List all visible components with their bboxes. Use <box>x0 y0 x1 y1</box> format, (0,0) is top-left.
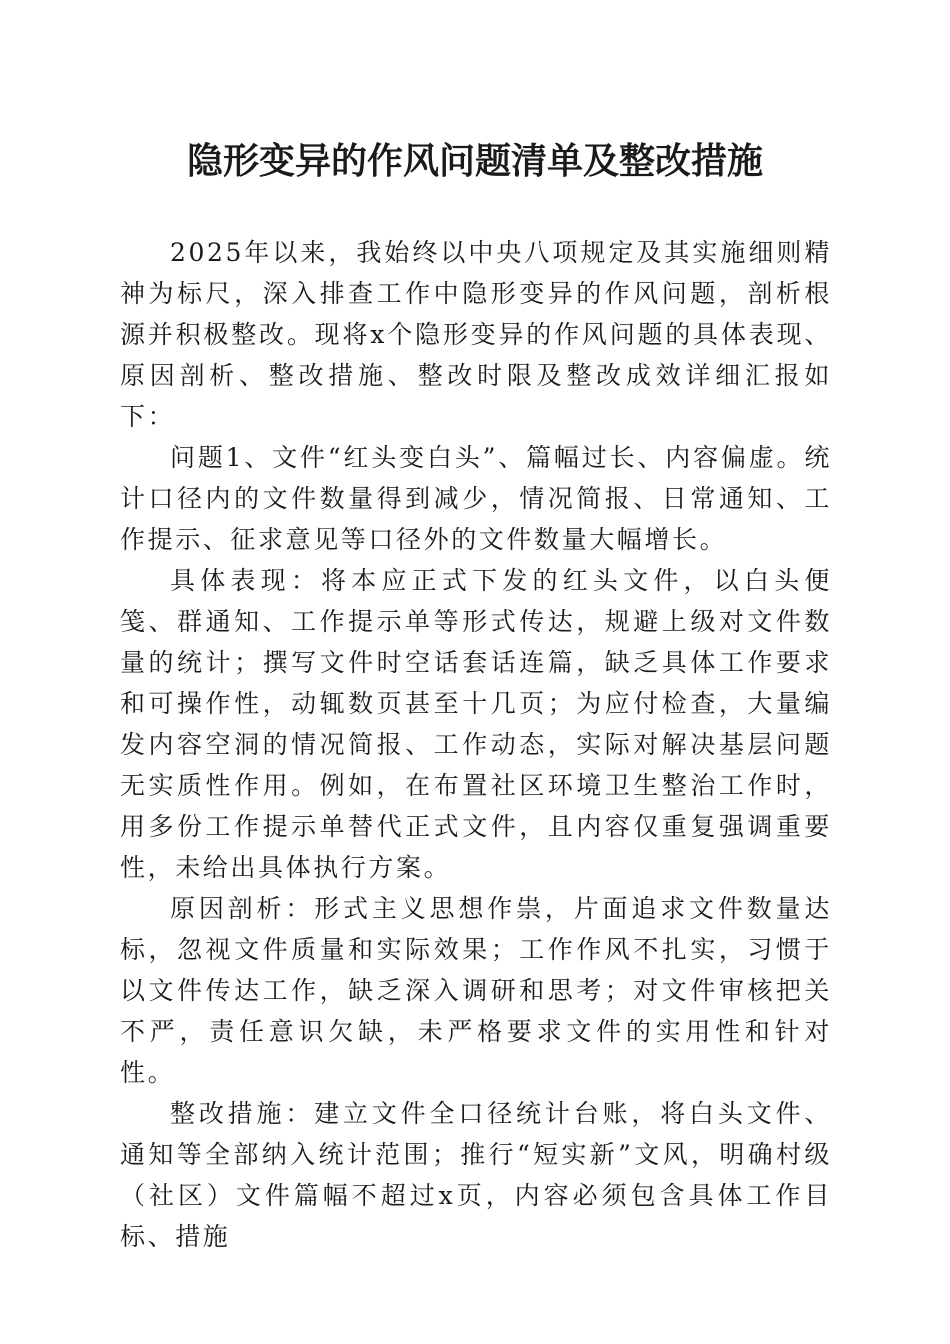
intro-paragraph: 2025年以来，我始终以中央八项规定及其实施细则精神为标尺，深入排查工作中隐形变异的作风问题，剖析根源并积极整改。现将x个隐形变异的作风问题的具体表现、原因剖析、整改措施、整改时限及整改成效详细汇报如下： <box>120 238 832 431</box>
cause-analysis-paragraph: 原因剖析：形式主义思想作祟，片面追求文件数量达标，忽视文件质量和实际效果；工作作风不扎实，习惯于以文件传达工作，缺乏深入调研和思考；对文件审核把关不严，责任意识欠缺，未严格要求文件的实用性和针对性。 <box>120 894 832 1087</box>
manifestation-paragraph: 具体表现：将本应正式下发的红头文件，以白头便笺、群通知、工作提示单等形式传达，规避上级对文件数量的统计；撰写文件时空话套话连篇，缺乏具体工作要求和可操作性，动辄数页甚至十几页；为应付检查，大量编发内容空洞的情况简报、工作动态，实际对解决基层问题无实质性作用。例如，在布置社区环境卫生整治工作时，用多份工作提示单替代正式文件，且内容仅重复强调重要性，未给出具体执行方案。 <box>120 566 832 882</box>
problem-1-paragraph: 问题1、文件“红头变白头”、篇幅过长、内容偏虚。统计口径内的文件数量得到减少，情况简报、日常通知、工作提示、征求意见等口径外的文件数量大幅增长。 <box>120 443 832 554</box>
rectification-measures-paragraph: 整改措施：建立文件全口径统计台账，将白头文件、通知等全部纳入统计范围；推行“短实新”文风，明确村级（社区）文件篇幅不超过x页，内容必须包含具体工作目标、措施 <box>120 1099 832 1251</box>
document-title: 隐形变异的作风问题清单及整改措施 <box>186 140 763 182</box>
document-body <box>120 232 832 1257</box>
